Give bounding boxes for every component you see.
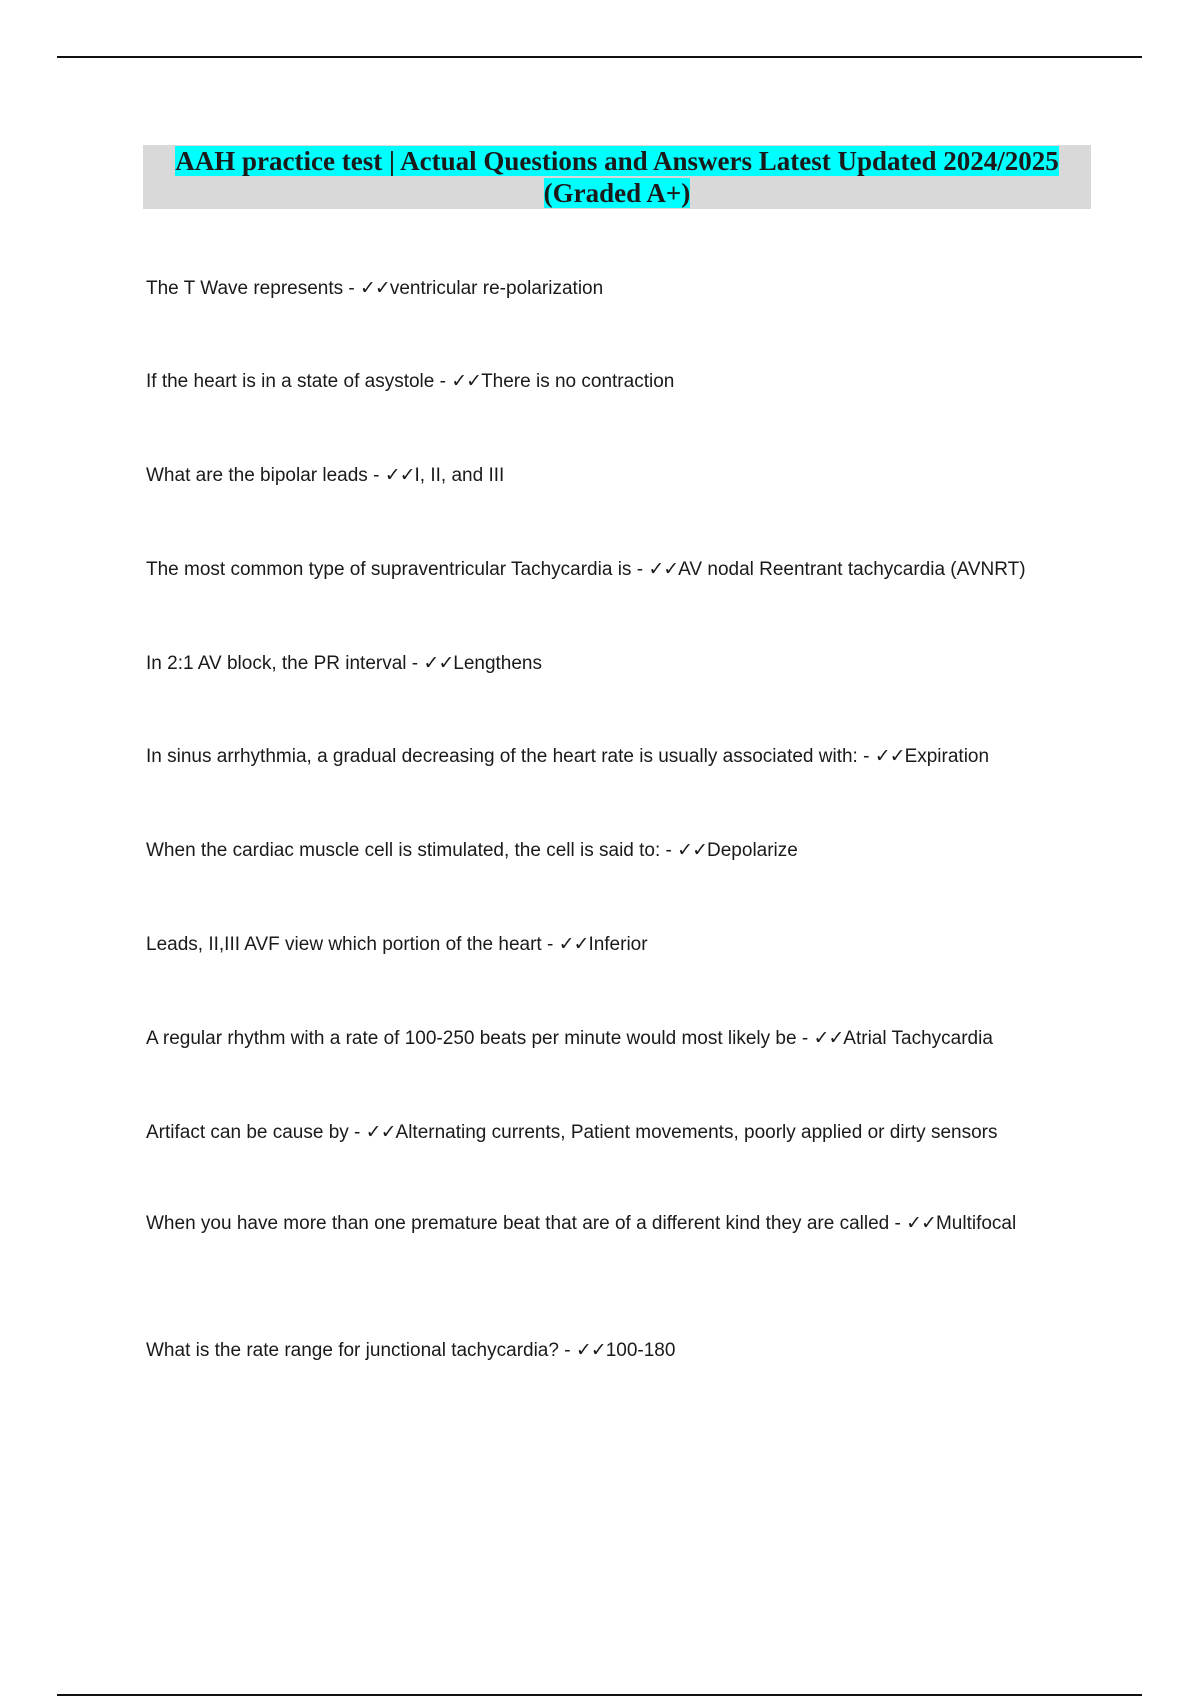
double-check-icon: ✓✓: [813, 1027, 844, 1049]
separator: -: [796, 1028, 814, 1049]
question-text: What are the bipolar leads: [146, 465, 368, 486]
separator: -: [367, 465, 385, 486]
qa-item: [146, 928, 1106, 961]
qa-item: [146, 740, 1106, 773]
question-text: A regular rhythm with a rate of 100-250 beats per minute would most likely be: [146, 1028, 797, 1049]
qa-item: [146, 1334, 1106, 1367]
double-check-icon: ✓✓: [360, 277, 390, 299]
answer-text: I, II, and III: [414, 465, 505, 486]
answer-text: Depolarize: [707, 840, 798, 861]
qa-item: [146, 553, 1106, 586]
qa-item: [146, 365, 1106, 398]
question-text: If the heart is in a state of asystole: [146, 371, 435, 392]
double-check-icon: ✓✓: [906, 1212, 936, 1234]
double-check-icon: ✓✓: [451, 370, 482, 392]
double-check-icon: ✓✓: [575, 1339, 606, 1361]
answer-text: Alternating currents, Patient movements, poorly applied or dirty sensors: [395, 1122, 998, 1143]
question-text: What is the rate range for junctional tachycardia?: [146, 1340, 559, 1361]
answer-text: 100-180: [605, 1340, 676, 1361]
qa-item: [146, 1116, 1106, 1149]
separator: -: [889, 1213, 907, 1234]
double-check-icon: ✓✓: [384, 464, 415, 486]
separator: -: [348, 1122, 366, 1143]
separator: -: [434, 371, 452, 392]
separator: -: [660, 840, 678, 861]
separator: -: [857, 746, 875, 767]
question-text: The T Wave represents: [146, 278, 344, 299]
qa-item: [146, 1022, 1106, 1055]
bottom-rule: [57, 1694, 1142, 1696]
qa-item: [146, 834, 1106, 867]
question-text: The most common type of supraventricular Tachycardia is: [146, 559, 632, 580]
title-line-1: AAH practice test | Actual Questions and Answers Latest Updated 2024/2025: [175, 146, 1059, 176]
answer-text: ventricular re-polarization: [389, 278, 604, 299]
answer-text: Inferior: [588, 934, 648, 955]
separator: -: [406, 653, 424, 674]
answer-text: Expiration: [904, 746, 990, 767]
document-title: [143, 145, 1091, 209]
double-check-icon: ✓✓: [874, 745, 905, 767]
question-text: Leads, II,III AVF view which portion of the heart: [146, 934, 542, 955]
double-check-icon: ✓✓: [648, 558, 679, 580]
qa-item: [146, 1207, 1026, 1240]
answer-text: Atrial Tachycardia: [843, 1028, 993, 1049]
top-rule: [57, 56, 1142, 58]
separator: -: [558, 1340, 576, 1361]
double-check-icon: ✓✓: [423, 652, 454, 674]
question-text: When the cardiac muscle cell is stimulated, the cell is said to:: [146, 840, 661, 861]
qa-item: [146, 459, 1106, 492]
question-text: In sinus arrhythmia, a gradual decreasing of the heart rate is usually associated with:: [146, 746, 858, 767]
answer-text: AV nodal Reentrant tachycardia (AVNRT): [678, 559, 1026, 580]
question-text: Artifact can be cause by: [146, 1122, 349, 1143]
double-check-icon: ✓✓: [677, 839, 708, 861]
separator: -: [631, 559, 649, 580]
qa-item: [146, 647, 1106, 680]
answer-text: Lengthens: [453, 653, 542, 674]
separator: -: [343, 278, 361, 299]
double-check-icon: ✓✓: [558, 933, 589, 955]
double-check-icon: ✓✓: [365, 1121, 396, 1143]
answer-text: Multifocal: [935, 1213, 1017, 1234]
qa-item: [146, 272, 1106, 305]
question-text: In 2:1 AV block, the PR interval: [146, 653, 407, 674]
title-line-2: (Graded A+): [543, 178, 691, 208]
question-text: When you have more than one premature beat that are of a different kind they are called: [146, 1213, 890, 1234]
answer-text: There is no contraction: [481, 371, 675, 392]
separator: -: [541, 934, 559, 955]
